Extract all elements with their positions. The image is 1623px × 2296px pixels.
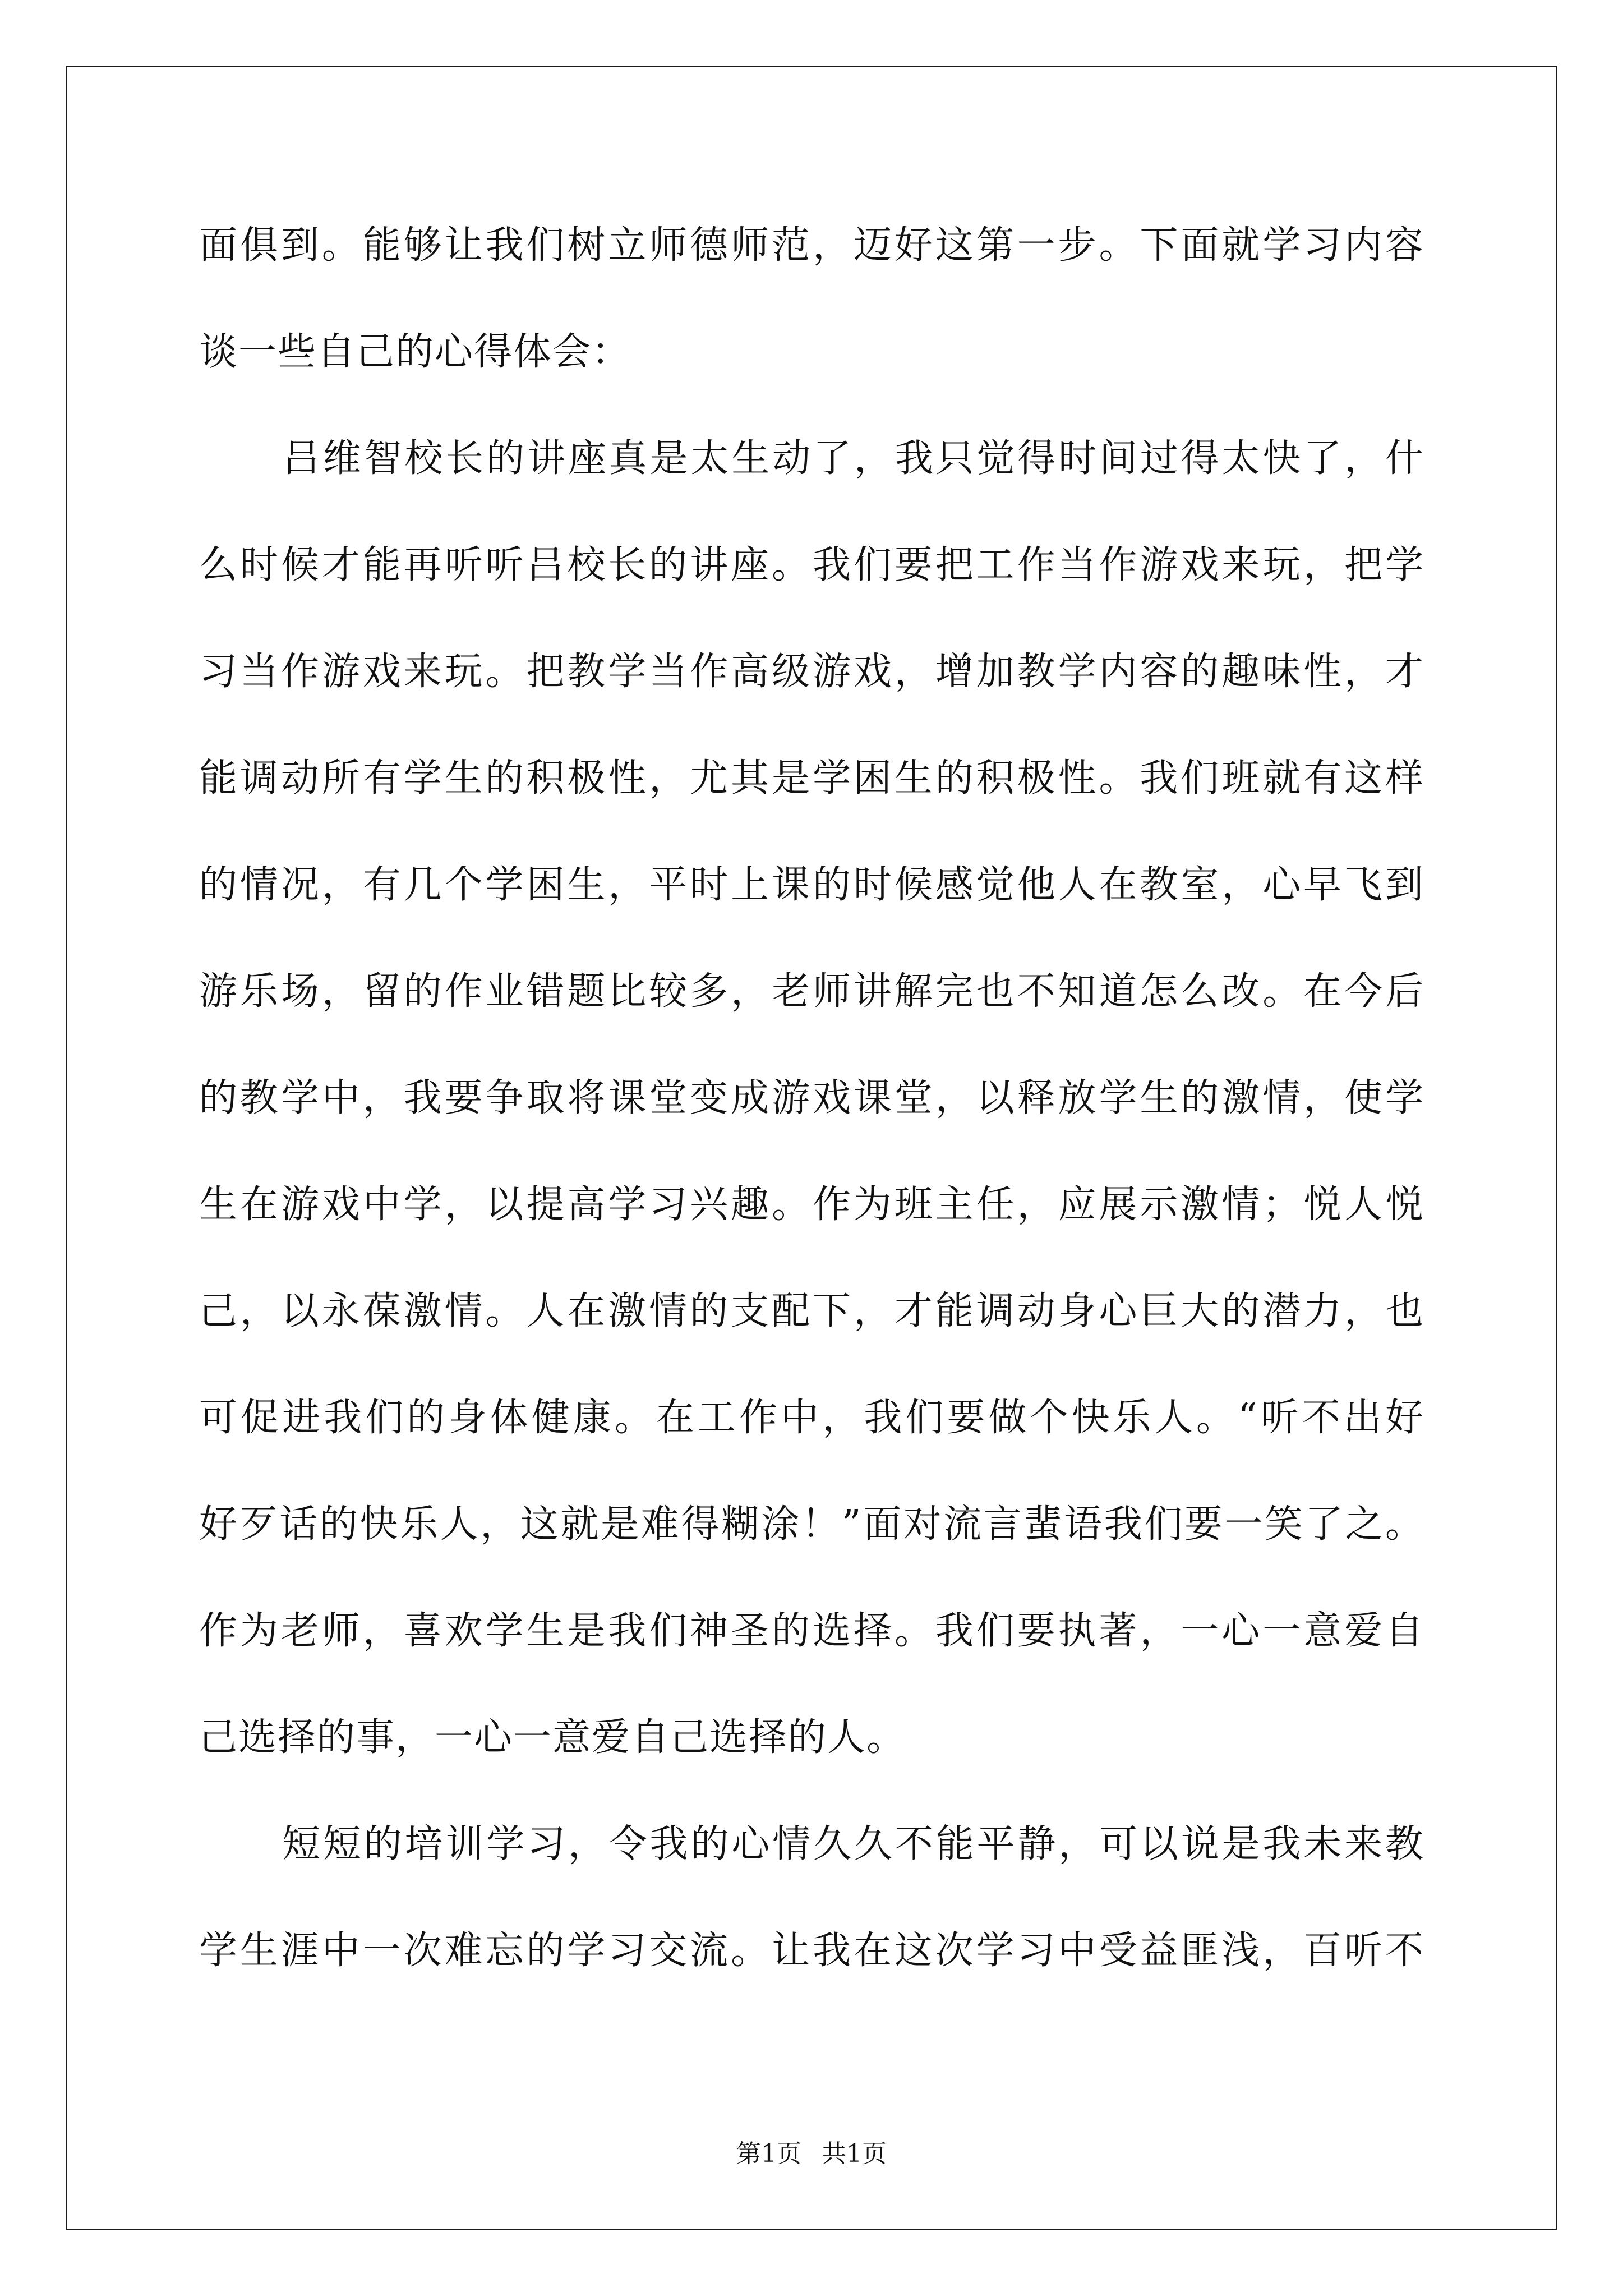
text-line-1: 面俱到。能够让我们树立师德师范，迈好这第一步。下面就学习内容 — [199, 223, 1424, 268]
text-line-7: 的情况，有几个学困生，平时上课的时候感觉他人在教室，心早飞到 — [199, 863, 1424, 907]
text-line-2: 谈一些自己的心得体会： — [199, 330, 631, 374]
text-line-13: 好歹话的快乐人，这就是难得糊涂！”面对流言蜚语我们要一笑了之。 — [199, 1502, 1424, 1547]
text-line-12: 可促进我们的身体健康。在工作中，我们要做个快乐人。“听不出好 — [199, 1396, 1424, 1440]
text-line-4: 么时候才能再听听吕校长的讲座。我们要把工作当作游戏来玩，把学 — [199, 543, 1424, 587]
text-line-15: 己选择的事，一心一意爱自己选择的人。 — [199, 1715, 906, 1760]
text-line-16: 短短的培训学习，令我的心情久久不能平静，可以说是我未来教 — [282, 1822, 1424, 1866]
document-body — [199, 212, 1424, 2024]
page-number-total: 共1页 — [822, 2139, 887, 2168]
page-footer — [0, 2137, 1623, 2171]
text-line-3: 吕维智校长的讲座真是太生动了，我只觉得时间过得太快了，什 — [282, 436, 1424, 481]
page-number-current: 第1页 — [736, 2139, 801, 2168]
text-line-10: 生在游戏中学，以提高学习兴趣。作为班主任，应展示激情；悦人悦 — [199, 1182, 1424, 1227]
text-line-8: 游乐场，留的作业错题比较多，老师讲解完也不知道怎么改。在今后 — [199, 969, 1424, 1014]
text-line-9: 的教学中，我要争取将课堂变成游戏课堂，以释放学生的激情，使学 — [199, 1076, 1424, 1120]
text-line-14: 作为老师，喜欢学生是我们神圣的选择。我们要执著，一心一意爱自 — [199, 1609, 1424, 1653]
text-line-11: 己，以永葆激情。人在激情的支配下，才能调动身心巨大的潜力，也 — [199, 1289, 1424, 1333]
text-line-5: 习当作游戏来玩。把教学当作高级游戏，增加教学内容的趣味性，才 — [199, 650, 1424, 694]
text-line-17: 学生涯中一次难忘的学习交流。让我在这次学习中受益匪浅，百听不 — [199, 1929, 1424, 1973]
text-line-6: 能调动所有学生的积极性，尤其是学困生的积极性。我们班就有这样 — [199, 756, 1424, 800]
